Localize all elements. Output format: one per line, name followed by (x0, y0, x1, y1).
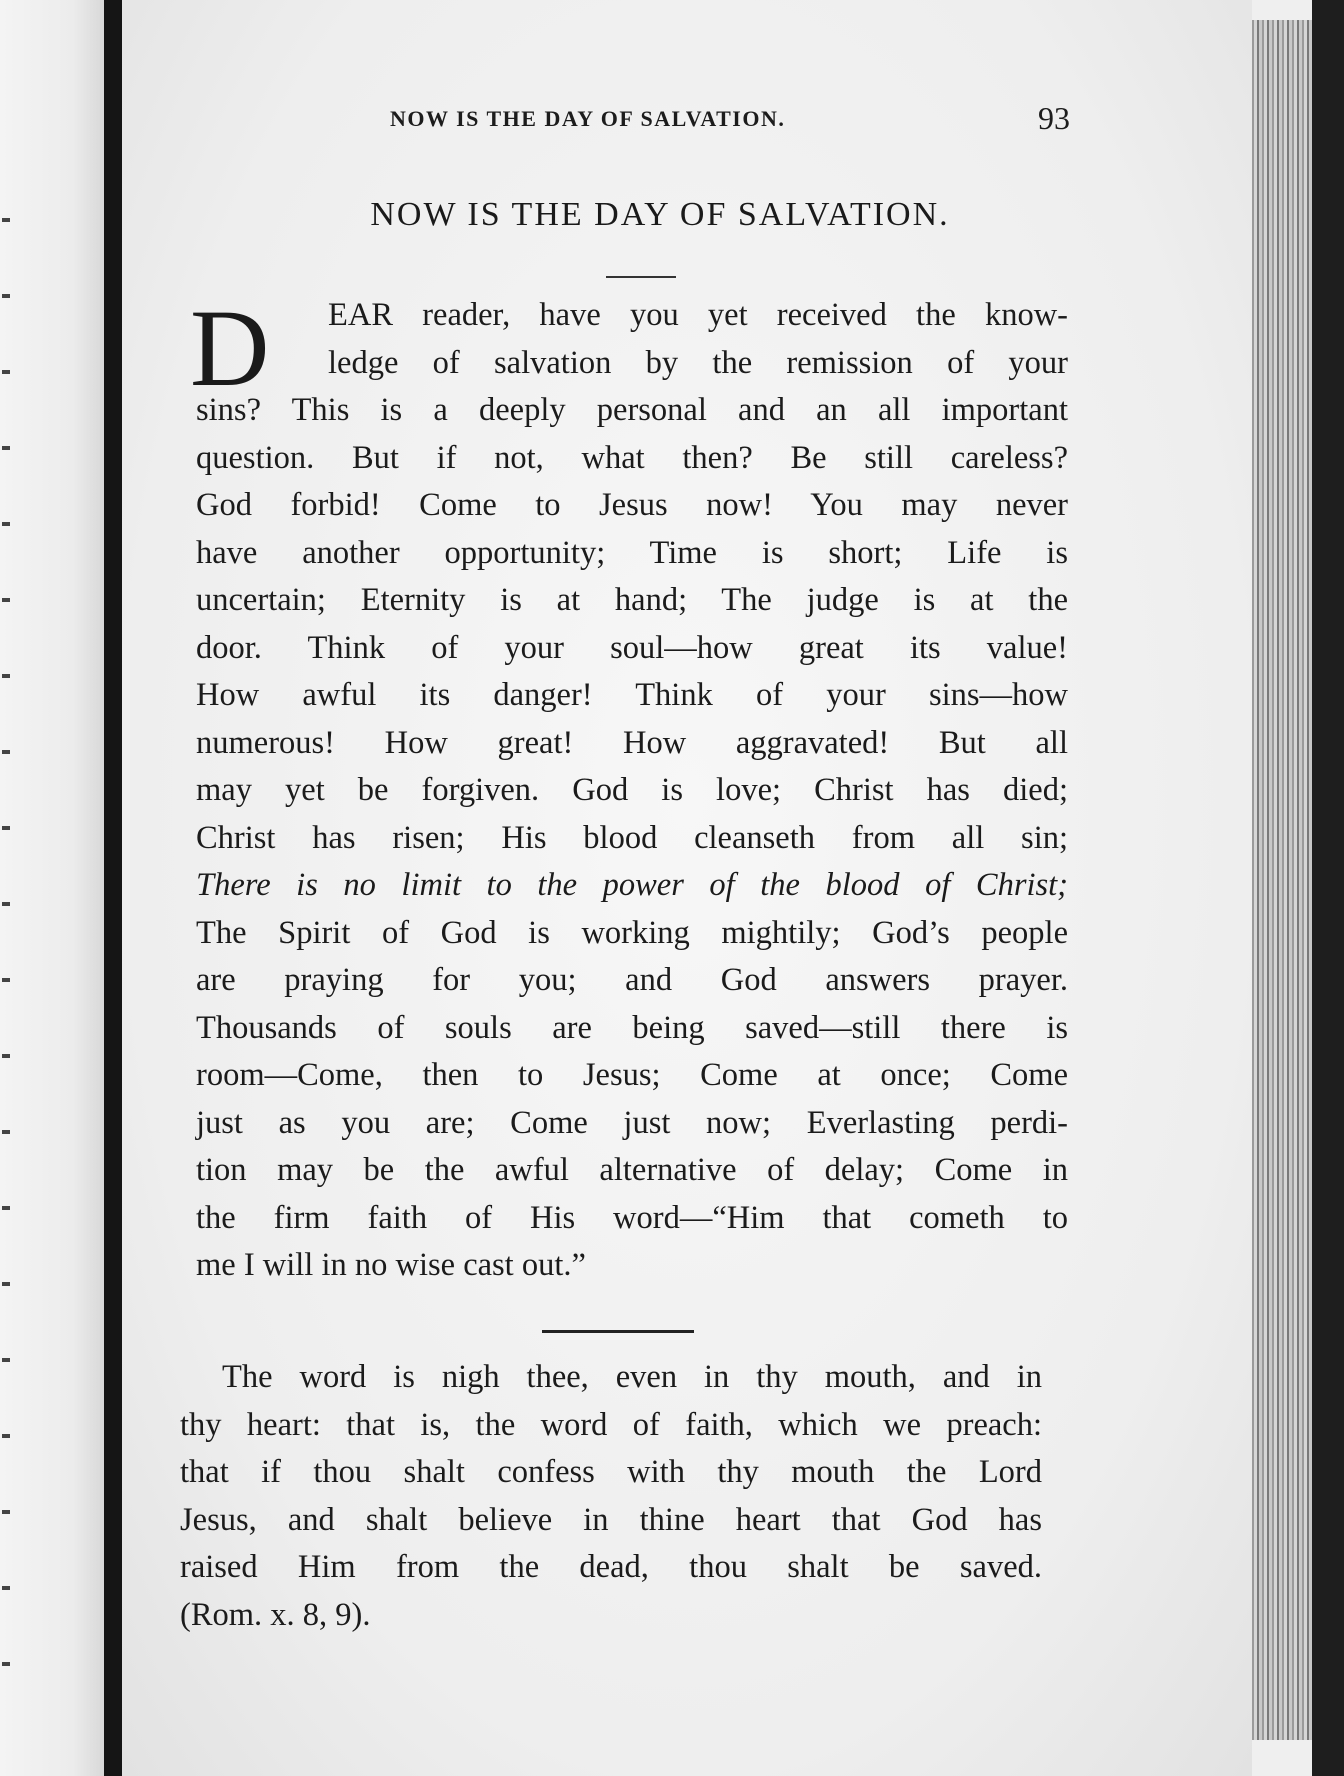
section-divider (542, 1330, 694, 1333)
body-line-italic: There is no limit to the power of the blood of Christ; (196, 867, 1068, 903)
body-line: The Spirit of God is working mightily; God’s people (196, 914, 1068, 951)
body-line: just as you are; Come just now; Everlasting perdi- (196, 1104, 1068, 1141)
scripture-quote (180, 1354, 1042, 1639)
body-line: Christ has risen; His blood cleanseth from all sin; (196, 819, 1068, 856)
body-line: EAR reader, have you yet received the know- (328, 297, 1068, 333)
body-line: room—Come, then to Jesus; Come at once; Come (196, 1057, 1068, 1093)
left-page-edge (0, 0, 104, 1776)
chapter-title: NOW IS THE DAY OF SALVATION. (370, 196, 950, 233)
title-divider (606, 276, 676, 278)
right-shadow (1312, 0, 1344, 1776)
scripture-line: The word is nigh thee, even in thy mouth, and in (222, 1359, 1042, 1395)
body-line: tion may be the awful alternative of delay; Come in (196, 1152, 1068, 1188)
running-header (390, 100, 1070, 140)
drop-cap: D (190, 287, 270, 409)
scripture-line: that if thou shalt confess with thy mouth the Lord (180, 1454, 1042, 1490)
book-gutter (104, 0, 122, 1776)
body-line: are praying for you; and God answers prayer. (196, 962, 1068, 998)
scripture-line: Jesus, and shalt believe in thine heart that God has (180, 1501, 1042, 1538)
body-line: question. But if not, what then? Be still careless? (196, 439, 1068, 476)
body-line: numerous! How great! How aggravated! But all (196, 724, 1068, 761)
page-number: 93 (1038, 100, 1070, 136)
body-line: may yet be forgiven. God is love; Christ has died; (196, 772, 1068, 808)
running-title: NOW IS THE DAY OF SALVATION. (390, 106, 786, 131)
scripture-line: raised Him from the dead, thou shalt be saved. (180, 1549, 1042, 1585)
body-line: sins? This is a deeply personal and an all important (196, 392, 1068, 428)
body-line: uncertain; Eternity is at hand; The judge is at the (196, 582, 1068, 618)
body-line: ledge of salvation by the remission of your (328, 344, 1068, 381)
body-line: Thousands of souls are being saved—still there is (196, 1009, 1068, 1046)
scripture-line: thy heart: that is, the word of faith, which we preach: (180, 1406, 1042, 1443)
page-edges (1252, 20, 1312, 1740)
body-line: door. Think of your soul—how great its value! (196, 629, 1068, 666)
body-text (190, 287, 1068, 1290)
body-line: God forbid! Come to Jesus now! You may never (196, 487, 1068, 523)
body-line: the firm faith of His word—“Him that cometh to (196, 1199, 1068, 1236)
left-page-text-fragments (2, 160, 10, 1680)
body-line: How awful its danger! Think of your sins—how (196, 677, 1068, 713)
body-line: me I will in no wise cast out.” (196, 1247, 586, 1283)
body-line: have another opportunity; Time is short; Life is (196, 534, 1068, 571)
scripture-reference: (Rom. x. 8, 9). (180, 1596, 371, 1633)
